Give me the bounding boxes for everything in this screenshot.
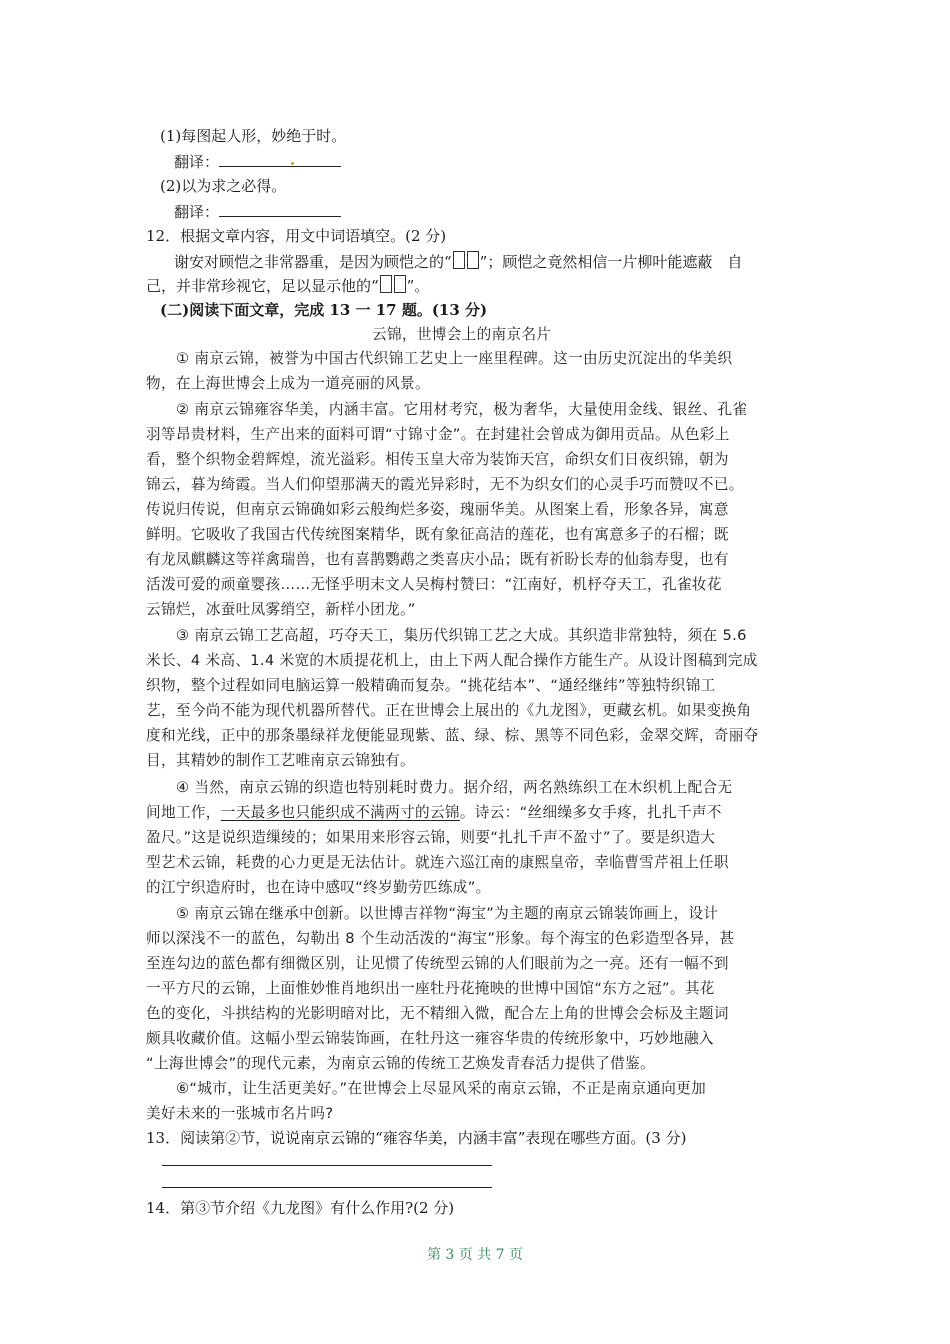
p5-line: ⑤ 南京云锦在继承中创新。以世博吉祥物“海宝”为主题的南京云锦装饰画上，设计 [176, 905, 719, 922]
p2-line: 锦云，暮为绮霞。当人们仰望那满天的霞光异彩时，无不为织女们的心灵手巧而赞叹不已。 [146, 476, 744, 493]
p4-line: 盈尺。”这是说织造缫绫的；如果用来形容云锦，则要“扎扎千声不盈寸”了。要是织造大 [146, 829, 716, 846]
translate-label: 翻译： [174, 203, 220, 221]
p4-line [146, 802, 722, 824]
p1-line: ① 南京云锦，被誉为中国古代织锦工艺史上一座里程碑。这一由历史沉淀出的华美织 [176, 350, 733, 367]
translate-label: 翻译： [174, 153, 220, 171]
p6-line: 美好未来的一张城市名片吗? [146, 1105, 334, 1122]
yellow-dot-mark [291, 162, 294, 165]
p3-line: 艺，至今尚不能为现代机器所替代。正在世博会上展出的《九龙图》，更藏玄机。如果变换角 [146, 702, 752, 719]
answer-blank-2[interactable] [219, 202, 341, 217]
answer-blank-1[interactable] [219, 152, 341, 167]
p3-line: 米长、4 米高、1.4 米宽的木质提花机上，由上下两人配合操作方能生产。从设计图稿到完成 [146, 652, 758, 669]
q12-text: 己，并非常珍视它，足以显示他的“ [146, 277, 379, 295]
q11-translate-row-2 [174, 201, 341, 223]
p2-line: 云锦烂，冰蚕吐凤雾绡空，新样小团龙。” [146, 601, 416, 618]
section-heading: (二)阅读下面文章，完成 13 一 17 题。(13 分) [160, 301, 488, 319]
p3-line: 目，其精妙的制作工艺唯南京云锦独有。 [146, 752, 415, 769]
p3-line: 织物，整个过程如同电脑运算一般精确而复杂。“挑花结本”、“通经继纬”等独特织锦工 [146, 677, 716, 694]
p3-line: ③ 南京云锦工艺高超，巧夺天工，集历代织锦工艺之大成。其织造非常独特，须在 5.6 [176, 627, 747, 644]
p1-line: 物，在上海世博会上成为一道亮丽的风景。 [146, 375, 430, 392]
p2-line: 传说归传说，但南京云锦确如彩云般绚烂多姿，瑰丽华美。从图案上看，形象各异，寓意 [146, 501, 729, 518]
p2-line: 看，整个织物金碧辉煌，流光溢彩。相传玉皇大帝为装饰天宫，命织女们日夜织锦，朝为 [146, 451, 729, 468]
p3-line: 度和光线，正中的那条墨绿祥龙便能显现紫、蓝、绿、棕、黑等不同色彩，金翠交辉，奇丽夺 [146, 727, 759, 744]
p4-line: 的江宁织造府时，也在诗中感叹“终岁勤劳匹练成”。 [146, 879, 491, 896]
p6-line: ⑥“城市，让生活更美好。”在世博会上尽显风采的南京云锦，不正是南京通向更加 [176, 1080, 707, 1097]
answer-line[interactable] [162, 1165, 492, 1166]
fill-box[interactable] [380, 275, 392, 293]
p2-line: 有龙凤麒麟这等祥禽瑞兽，也有喜鹊鹦鹉之类喜庆小品；既有祈盼长寿的仙翁寿叟，也有 [146, 551, 729, 568]
underlined-sentence: 一天最多也只能织成不满两寸的云锦 [220, 804, 460, 821]
q12-prompt: 12．根据文章内容，用文中词语填空。(2 分) [146, 227, 447, 245]
q14-prompt: 14．第③节介绍《九龙图》有什么作用?(2 分) [146, 1199, 455, 1217]
p2-line: 羽等昂贵材料，生产出来的面料可谓“寸锦寸金”。在封建社会曾成为御用贡品。从色彩上 [146, 426, 730, 443]
p5-line: 色的变化，斗拱结构的光影明暗对比，无不精细入微，配合左上角的世博会会标及主题词 [146, 1005, 729, 1022]
page-number: 第 3 页 共 7 页 [426, 1247, 524, 1263]
p2-line: ② 南京云锦雍容华美，内涵丰富。它用材考究，极为奢华，大量使用金线、银丝、孔雀 [176, 401, 748, 418]
p5-line: 师以深浅不一的蓝色，勾勒出 8 个生动活泼的“海宝”形象。每个海宝的色彩造型各异，甚 [146, 930, 735, 947]
q11-item-2: (2)以为求之必得。 [160, 177, 287, 195]
p4-text: 。诗云：“丝细缲多女手疼，扎扎千声不 [459, 804, 722, 821]
q12-text: ”；顾恺之竟然相信一片柳叶能遮蔽 自 [479, 253, 743, 271]
p2-line: 鲜明。它吸收了我国古代传统图案精华，既有象征高洁的莲花，也有寓意多子的石榴；既 [146, 526, 729, 543]
q13-prompt: 13．阅读第②节，说说南京云锦的“雍容华美，内涵丰富”表现在哪些方面。(3 分) [146, 1129, 687, 1147]
answer-line[interactable] [162, 1187, 492, 1188]
q12-text: ”。 [406, 277, 430, 295]
q12-line-2 [146, 275, 429, 297]
p4-line: ④ 当然，南京云锦的织造也特别耗时费力。据介绍，两名熟练织工在木织机上配合无 [176, 779, 733, 796]
fill-box[interactable] [453, 251, 465, 269]
p5-line: “上海世博会”的现代元素，为南京云锦的传统工艺焕发青春活力提供了借鉴。 [146, 1055, 655, 1072]
article-title: 云锦，世博会上的南京名片 [372, 326, 552, 343]
q12-text: 谢安对顾恺之非常器重，是因为顾恺之的“ [174, 253, 452, 271]
p5-line: 一平方尺的云锦，上面惟妙惟肖地织出一座牡丹花掩映的世博中国馆“东方之冠”。其花 [146, 980, 715, 997]
q11-translate-row-1 [174, 151, 341, 173]
p5-line: 颇具收藏价值。这幅小型云锦装饰画，在牡丹这一雍容华贵的传统形象中，巧妙地融入 [146, 1030, 714, 1047]
p4-line: 型艺术云锦，耗费的心力更是无法估计。就连六巡江南的康熙皇帝，幸临曹雪芹祖上任职 [146, 854, 729, 871]
p2-line: 活泼可爱的顽童婴孩……无怪乎明末文人吴梅村赞曰：“江南好，机杼夺天工，孔雀妆花 [146, 576, 722, 593]
p4-text: 间地工作， [146, 804, 221, 821]
q11-item-1: (1)每图起人形，妙绝于时。 [160, 127, 347, 145]
fill-box[interactable] [394, 275, 406, 293]
q12-line-1 [174, 251, 742, 273]
fill-box[interactable] [467, 251, 479, 269]
p5-line: 至连勾边的蓝色都有细微区别，让见惯了传统型云锦的人们眼前为之一亮。还有一幅不到 [146, 955, 729, 972]
